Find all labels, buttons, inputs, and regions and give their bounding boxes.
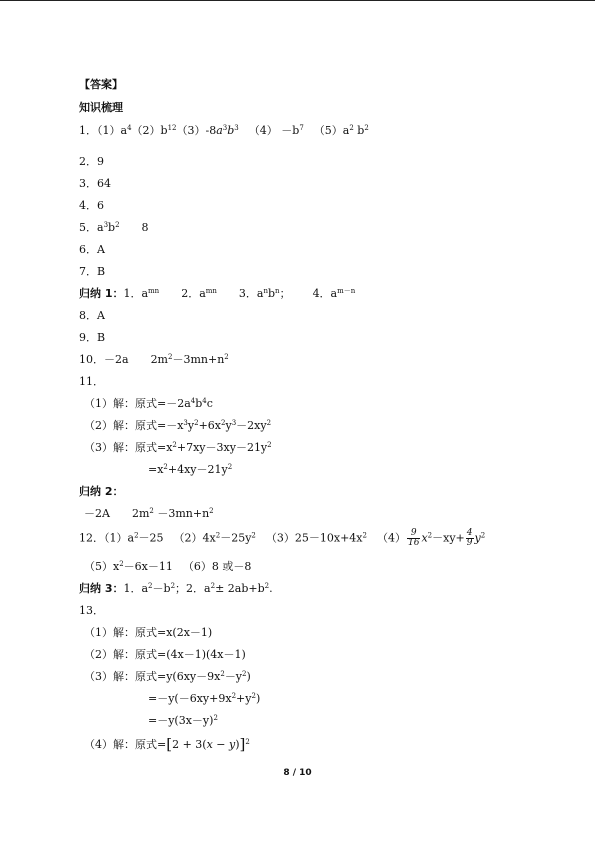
answer-12-cont: $(5)x^2-6x-11$ （6）8 或－8 [84, 560, 252, 573]
section-title: 知识梳理 [79, 101, 123, 114]
answer-8: 8．A [79, 309, 105, 322]
answer-13-2: （2）解：原式=(4x－1)(4x－1) [84, 648, 246, 661]
answer-header: 【答案】 [79, 78, 123, 91]
answer-1: 1．$(1)a^4(2)b^{12}(3)-8a^3b^3$ $(4) -b^7$ $(5)a^2$ $b^2$ [79, 124, 369, 137]
answer-11-3: （3）解：原式$=x^2+7xy-3xy-21y^2$ [84, 441, 272, 454]
answer-13-3: （3）解：原式$=y(6xy-9x^2-y^2)$ [84, 670, 251, 683]
answer-6: 6．A [79, 243, 105, 256]
answer-13-3-cont2: $=-y(3x-y)^2$ [148, 714, 218, 727]
answer-11-1: （1）解：原式$=-2a^4b^4c$ [84, 397, 213, 410]
answer-11-3-cont: $=x^2+4xy-21y^2$ [148, 463, 233, 476]
fraction-9-16: $\frac{9}{16}$ [407, 528, 420, 548]
summary-2: －2A $2m^2 -3mn+n^2$ [84, 507, 214, 520]
answer-12: 12．$(1)a^2-25$ $(2)4x^2-25y^2$ $(3)25-10x+4x^2$ （4） $\frac{9}{16}$ $x^2-xy+$ $\frac{4}{9}$ $y^2$ [79, 528, 486, 548]
answer-11-2: （2）解：原式$=-x^3y^2+6x^2y^3-2xy^2$ [84, 419, 272, 432]
answer-10: 10．－2a $2m^2-3mn+n^2$ [79, 353, 229, 366]
answer-3: 3．64 [79, 177, 111, 190]
answer-13: 13． [79, 604, 104, 617]
answer-13-1: （1）解：原式=x(2x－1) [84, 626, 213, 639]
answer-9: 9．B [79, 331, 106, 344]
answer-2: 2．9 [79, 155, 104, 168]
summary-1: 归纳 1：1．$a^{mn}$ 2．$a^{mn}$ 3．$a^nb^n$； 4．$a^{m-n}$ [79, 287, 356, 300]
answer-4: 4．6 [79, 199, 104, 212]
summary-2-label: 归纳 2： [79, 485, 124, 498]
page-number: 8 / 10 [283, 768, 312, 778]
fraction-4-9: $\frac{4}{9}$ [466, 528, 473, 548]
top-rule [0, 0, 595, 1]
answer-13-3-cont: $=-y(-6xy+9x^2+y^2)$ [148, 692, 261, 705]
answer-11: 11． [79, 375, 104, 388]
summary-3: 归纳 3：1．$a^2-b^2$；2．$a^2\pm 2ab+b^2$. [79, 582, 273, 595]
answer-5: 5．$a^3b^2$ 8 [79, 221, 149, 234]
answer-13-4: （4）解：原式$=[2 + 3(x - y)]^2$ [84, 735, 250, 753]
answer-7: 7．B [79, 265, 106, 278]
